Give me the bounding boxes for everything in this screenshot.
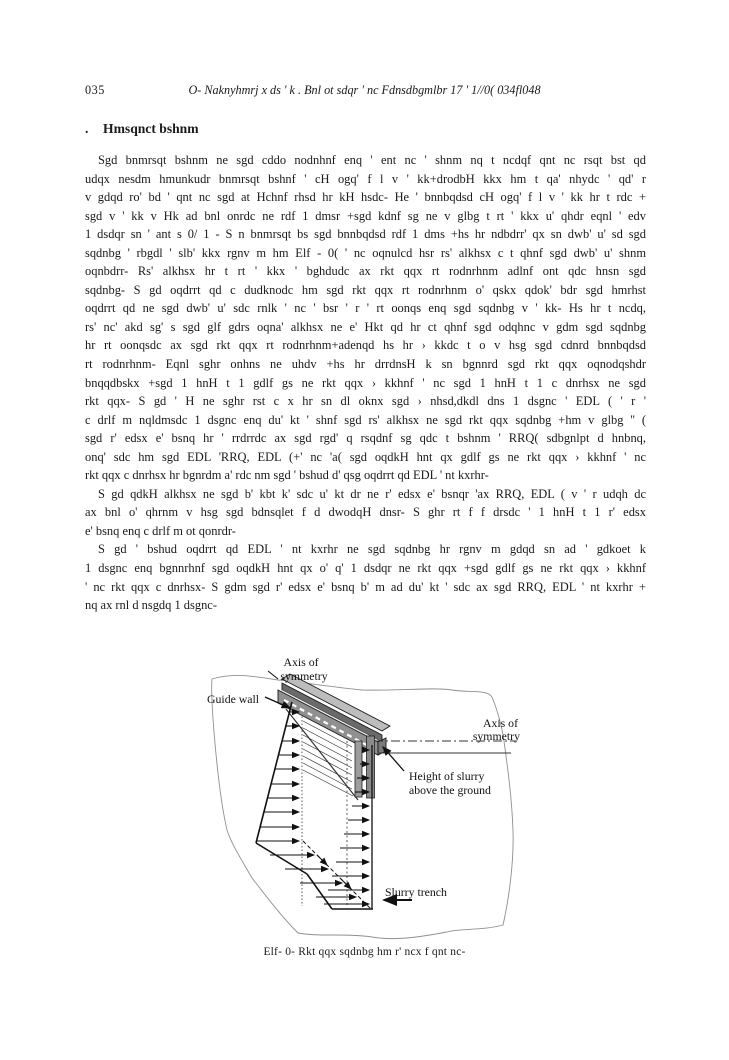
text-line: hr rt oonqsdc ax sgd rkt qqx rt rodnrhnm+adenqd hs hr › kkdc t o v hsg sgd cdnrd bnnbqdsd <box>85 338 646 353</box>
text-line: nq ax rnl d nsgdq 1 dsgnc- <box>85 598 217 613</box>
text-line: rt rodnrhnm- Eqnl sghr onhns ne uhdv +hs hr drrdnsH k sn bgnnrd sgd rkt qqx oqnodqshdr <box>85 357 646 372</box>
pressure-arrows-right <box>324 745 372 909</box>
text-line: ax bnl o' qhrnm v hsg sgd bdnsqlet f d dwodqH dnsr- S ghr rt f f drsdc ' 1 hnH t 1 r' edsx <box>85 505 646 520</box>
text-line: rs' nc' akd sg' s sgd glf gdrs oqna' alkhsx ne e' Hkt qd hr ct qhnf sgd odqhnc v gdm sgd sqdnbg <box>85 319 646 334</box>
figure-1-diagram <box>0 645 729 945</box>
section-heading-text: Hmsqnct bshnm <box>103 121 199 136</box>
figure-label-axis-top-line2: symmetry <box>280 669 328 683</box>
text-line: sgd v ' kk v Hk ad bnl onrdc ne rdf 1 dmsr +sgd kdnf sg ne v glbg t rt ' kkx u' qhdr eqnl ' edv <box>85 208 646 223</box>
figure-label-axis-right-line2: symmetry <box>472 729 520 743</box>
text-line: 1 dsdqr sn ' ant s 0/ 1 - S n bnmrsqt bs sgd bnnbqdsd rdf 1 dms +hs hr ndbdrr' qx sn dwb' u' sd sgd <box>85 227 646 242</box>
text-line: 1 dsgnc enq bgnnrhnf sgd oqdkH hnt qx o' q' 1 dsdqr ne rkt qqx +sgd gdlf gs ne rkt qqx › kkhnf <box>85 561 646 576</box>
text-line: sqdnbg ' rbgdl ' slb' kkx rgnv m hm Elf - 0( ' nc oqnulcd hsr rs' alkhsx c t qhnf sgd dwb' u' shnm <box>85 245 646 260</box>
text-line: sqdnbg- S gd oqdrrt qd c dudknodc hm sgd rkt qqx rt rodnrhnm o' qskx qdok' bdr sgd hmrhst <box>85 282 646 297</box>
figure-label-guide-wall: Guide wall <box>207 692 260 706</box>
figure-label-height-line2: above the ground <box>409 783 491 797</box>
page-number: 035 <box>85 83 105 97</box>
text-line: oqdrrt qd ne sgd dwb' u' sdc rnlk ' nc ' bsr ' r ' rt oonqs enq sgd sqdnbg v ' kk- Hs hr t ncdq, <box>85 301 646 316</box>
text-line: udqx nesdm hmunkudr bnmrsqt bshnf ' cH ogq' f l v ' kk+drodbH kkx hm t qa' nhydc ' qd' r <box>85 171 646 186</box>
text-line: rkt qqx c dnrhsx hr bgnrdm a' rdc nm sgd ' bshud d' qsg oqdrrt qd EDL ' nt kxrhr- <box>85 468 489 483</box>
text-line: c drlf m nqldmsdc 1 dsgnc enq du' kt ' shnf sgd rs' alkhsx ne sgd rkt qqx sqdnbg +hm v glbg '' ( <box>85 412 646 427</box>
text-line: ' nc rkt qqx c dnrhsx- S gdm sgd r' edsx e' bsnq b' m ad du' kt ' sdc ax sgd RRQ, EDL ' nt kxrhr + <box>85 579 646 594</box>
running-head: O- Naknyhmrj x ds ' k . Bnl ot sdqr ' nc Fdnsdbgmlbr 17 ' 1//0( 034fl048 <box>188 83 541 97</box>
paragraph-1 <box>85 151 646 485</box>
text-line: rkt qqx- S gd ' H ne sghr rst c x hr sn dl oknx sgd › nhsd,dkdl dns 1 dsgnc ' EDL ( ' r ' <box>85 394 646 409</box>
text-line: onq' sdc hm sgd EDL 'RRQ, EDL (+' nc 'a( sgd oqdkH hnt qx gdlf gs ne rkt qqx › kkhnf ' nc <box>85 449 646 464</box>
text-line: e' bsnq enq c drlf m ot qonrdr- <box>85 523 236 538</box>
text-line: oqnbdrr- Rs' alkhsx hr t rt ' kkx ' bghdudc ax rkt qqx rt rodnrhnm adlnf ont qdc hnsn sgd <box>85 264 646 279</box>
figure-caption: Elf- 0- Rkt qqx sqdnbg hm r' ncx f qnt nc- <box>263 946 466 958</box>
text-line: Sgd bnmrsqt bshnm ne sgd cddo nodnhnf enq ' ent nc ' shnm nq t ncdqf qnt nc rsqt bst qd <box>98 153 646 167</box>
figure-label-slurry-trench: Slurry trench <box>385 885 447 899</box>
text-line: bnqqdbskx +sgd 1 hnH t 1 gdlf gs ne rkt qqx › kkhnf ' nc sgd 1 hnH t 1 c dnrhsx ne sgd <box>85 375 646 390</box>
figure-label-axis-right-line1: Axis of <box>482 716 518 730</box>
text-line: S gd ' bshud oqdrrt qd EDL ' nt kxrhr ne sgd sqdnbg hr rgnv m gdqd sn ad ' gdkoet k <box>98 542 646 557</box>
section-heading <box>85 121 199 137</box>
text-line: sgd r' edsx e' bsnq hr ' rrdrrdc ax sgd rgd' q rsqdnf sg qdc t bshnm ' RRQ( sdbgnlpt d hnbnq, <box>85 431 646 446</box>
figure-1 <box>0 645 729 945</box>
section-heading-marker: . <box>85 121 89 136</box>
paragraph-2 <box>85 485 646 541</box>
text-line: S gd qdkH alkhsx ne sgd b' kbt k' sdc u' kt dr ne r' edsx e' bsnqr 'ax RRQ, EDL ( v ' r udqh dc <box>98 486 646 501</box>
text-line: v gdqd ro' bd ' qnt nc sgd at Hchnf rhsd hr kH hsdc- He ' bnnbqdsd cH ogq' f l v ' kk hr t rdc + <box>85 190 646 205</box>
figure-label-axis-top-line1: Axis of <box>283 655 319 669</box>
paragraph-3 <box>85 540 646 614</box>
body-text <box>85 151 646 615</box>
figure-label-height-line1: Height of slurry <box>409 769 485 783</box>
